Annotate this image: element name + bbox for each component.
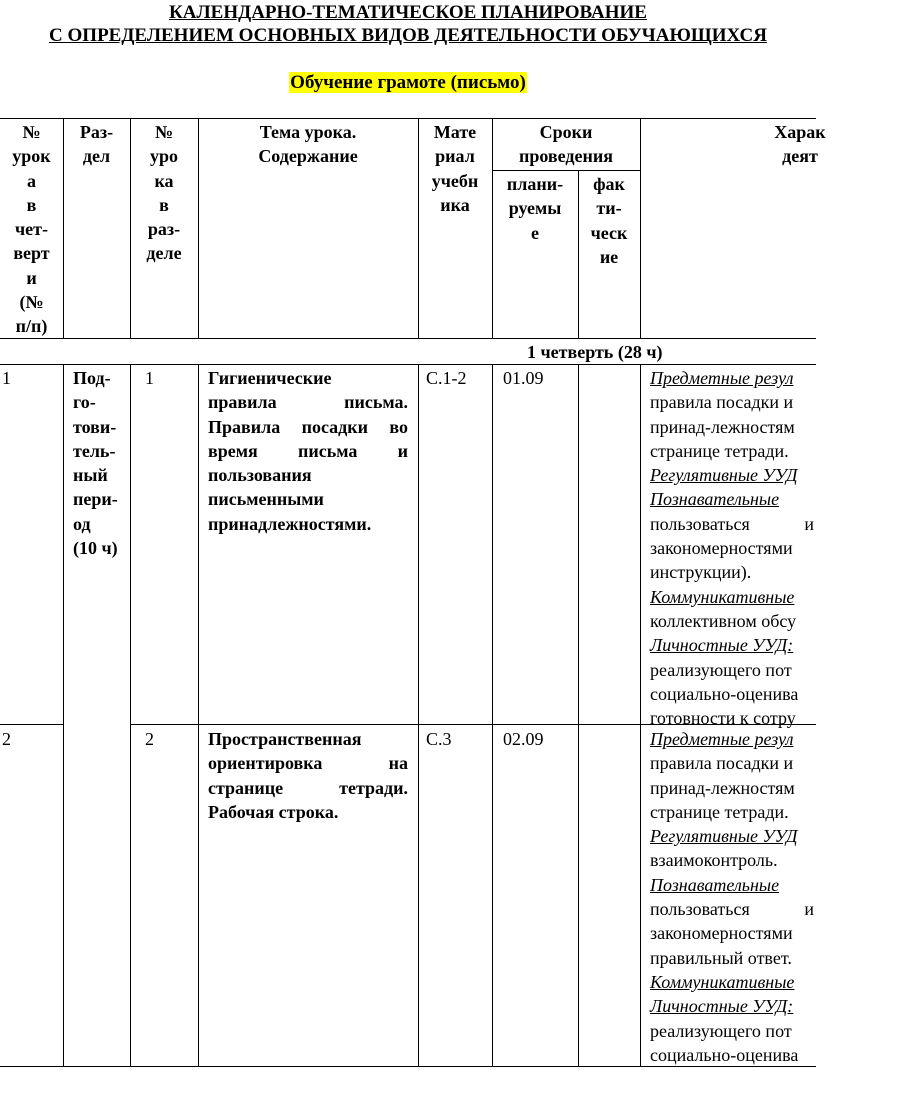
characteristic-word: и bbox=[804, 513, 814, 534]
characteristic-line: правила посадки и bbox=[650, 753, 794, 774]
cell-line: Гигиенические bbox=[208, 368, 332, 388]
characteristic-line: правильный ответ. bbox=[650, 947, 792, 968]
cell-line: е bbox=[531, 222, 539, 243]
characteristic-line: реализующего пот bbox=[650, 1020, 792, 1041]
characteristic-line bbox=[650, 512, 816, 536]
characteristic-line: социально-оценива bbox=[650, 683, 799, 704]
cell-line: Харак bbox=[774, 122, 826, 142]
table-border bbox=[0, 338, 816, 339]
cell-line: в bbox=[159, 194, 169, 215]
header-characteristic bbox=[700, 120, 900, 169]
characteristic-line bbox=[650, 897, 816, 921]
row2-planned-date: 02.09 bbox=[503, 729, 544, 749]
characteristic-line: правила посадки и bbox=[650, 392, 794, 413]
header-section bbox=[63, 120, 130, 169]
table-border bbox=[492, 364, 493, 1066]
row2-characteristic bbox=[650, 727, 816, 1067]
cell-line: принадлежностями. bbox=[208, 513, 372, 534]
characteristic-line: Предметные резул bbox=[650, 729, 794, 749]
header-topic bbox=[198, 120, 418, 169]
page-title-line2: С ОПРЕДЕЛЕНИЕМ ОСНОВНЫХ ВИДОВ ДЕЯТЕЛЬНОСТИ ОБУЧАЮЩИХСЯ bbox=[49, 25, 767, 46]
characteristic-line: странице тетради. bbox=[650, 801, 789, 822]
cell-line: дел bbox=[82, 146, 111, 167]
table-border bbox=[418, 364, 419, 1066]
section-name bbox=[73, 366, 129, 560]
cell-line: го- bbox=[73, 392, 96, 413]
characteristic-line: коллективном обсу bbox=[650, 610, 797, 631]
cell-line: Правила посадки во bbox=[208, 416, 408, 437]
characteristic-word: пользоваться bbox=[650, 513, 750, 534]
characteristic-line: закономерностями bbox=[650, 538, 793, 559]
characteristic-line: Личностные УУД: bbox=[650, 635, 794, 656]
cell-line: п/п) bbox=[15, 316, 48, 337]
characteristic-line: Предметные резул bbox=[650, 368, 794, 388]
cell-line: деят bbox=[782, 146, 818, 167]
page-title-line1: КАЛЕНДАРНО-ТЕМАТИЧЕСКОЕ ПЛАНИРОВАНИЕ bbox=[169, 2, 647, 23]
characteristic-line: Познавательные bbox=[650, 489, 780, 510]
table-border bbox=[492, 170, 640, 171]
cell-line: Сроки bbox=[539, 122, 593, 142]
cell-line: учебн bbox=[431, 170, 479, 191]
cell-line: ка bbox=[154, 170, 174, 191]
cell-line: ти- bbox=[596, 198, 622, 219]
cell-line: а bbox=[27, 170, 36, 191]
row2-topic bbox=[208, 727, 408, 824]
characteristic-line: принад-лежностям bbox=[650, 416, 795, 437]
subtitle-highlight: Обучение грамоте (письмо) bbox=[290, 72, 526, 93]
cell-line: чет- bbox=[15, 219, 48, 240]
cell-line: Раз- bbox=[79, 122, 114, 142]
header-actual bbox=[578, 172, 640, 269]
table-border bbox=[0, 118, 816, 119]
cell-line: время письма и bbox=[208, 440, 408, 461]
characteristic-line: Познавательные bbox=[650, 874, 780, 895]
cell-line: ие bbox=[599, 246, 619, 267]
cell-line: (10 ч) bbox=[73, 538, 118, 559]
cell-line: Мате bbox=[433, 122, 477, 142]
row1-number: 1 bbox=[2, 368, 11, 388]
characteristic-line: инструкции). bbox=[650, 562, 752, 583]
cell-line: ика bbox=[440, 194, 470, 215]
cell-line: пользования bbox=[208, 465, 312, 486]
cell-line: плани- bbox=[506, 174, 564, 194]
characteristic-word: и bbox=[804, 899, 814, 920]
characteristic-line: принад-лежностям bbox=[650, 777, 795, 798]
cell-line: од bbox=[73, 513, 91, 534]
quarter-label: 1 четверть (28 ч) bbox=[527, 342, 663, 362]
header-dates bbox=[492, 120, 640, 169]
cell-line: Под- bbox=[73, 368, 111, 388]
cell-line: Рабочая строка. bbox=[208, 801, 339, 822]
table-border bbox=[578, 364, 579, 1066]
cell-line: тови- bbox=[73, 416, 117, 437]
cell-line: риал bbox=[435, 146, 475, 167]
row1-number-in-section: 1 bbox=[145, 368, 154, 388]
row1-topic bbox=[208, 366, 408, 536]
row2-number-in-section: 2 bbox=[145, 729, 154, 749]
cell-line: деле bbox=[146, 243, 182, 264]
header-planned bbox=[492, 172, 578, 245]
cell-line: и bbox=[26, 267, 37, 288]
characteristic-line: Регулятивные УУД bbox=[650, 826, 798, 847]
cell-line: верт bbox=[13, 243, 50, 264]
cell-line: странице тетради. bbox=[208, 777, 408, 798]
row1-material: С.1-2 bbox=[426, 368, 467, 388]
row2-material: С.3 bbox=[426, 729, 452, 749]
row1-characteristic bbox=[650, 366, 816, 730]
characteristic-line: готовности к сотру bbox=[650, 708, 796, 729]
cell-line: Тема урока. bbox=[259, 122, 357, 142]
table-border bbox=[640, 118, 641, 338]
characteristic-word: пользоваться bbox=[650, 899, 750, 920]
cell-line: (№ bbox=[19, 292, 44, 313]
header-material bbox=[418, 120, 492, 217]
characteristic-line: Коммуникативные bbox=[650, 586, 795, 607]
cell-line: Содержание bbox=[258, 146, 358, 167]
characteristic-line: реализующего пот bbox=[650, 659, 792, 680]
table-border bbox=[0, 364, 816, 365]
cell-line: Пространственная bbox=[208, 729, 362, 749]
cell-line: раз- bbox=[147, 219, 181, 240]
cell-line: правила письма. bbox=[208, 392, 408, 413]
characteristic-line: Регулятивные УУД bbox=[650, 465, 798, 486]
cell-line: проведения bbox=[519, 146, 613, 167]
row2-number: 2 bbox=[2, 729, 11, 749]
row1-planned-date: 01.09 bbox=[503, 368, 544, 388]
characteristic-line: социально-оценива bbox=[650, 1044, 799, 1065]
table-border bbox=[63, 364, 64, 1066]
header-lesson-number bbox=[0, 120, 63, 339]
characteristic-line: странице тетради. bbox=[650, 440, 789, 461]
cell-line: письменными bbox=[208, 489, 324, 510]
header-lesson-in-section bbox=[130, 120, 198, 266]
cell-line: фак bbox=[593, 174, 625, 194]
cell-line: в bbox=[26, 194, 37, 215]
cell-line: руемы bbox=[508, 198, 562, 219]
table-border bbox=[0, 724, 63, 725]
characteristic-line: Коммуникативные bbox=[650, 971, 795, 992]
cell-line: тель- bbox=[73, 440, 116, 461]
characteristic-line: Личностные УУД: bbox=[650, 996, 794, 1017]
cell-line: ческ bbox=[590, 222, 628, 243]
cell-line: уро bbox=[149, 146, 178, 167]
characteristic-line: взаимоконтроль. bbox=[650, 850, 778, 871]
table-border bbox=[640, 364, 641, 1066]
cell-line: урок bbox=[12, 146, 51, 167]
table-border bbox=[198, 364, 199, 1066]
characteristic-line: закономерностями bbox=[650, 923, 793, 944]
cell-line: пери- bbox=[73, 489, 118, 510]
cell-line: ный bbox=[73, 465, 108, 486]
cell-line: № bbox=[22, 122, 41, 142]
table-border bbox=[130, 364, 131, 1066]
cell-line: № bbox=[154, 122, 174, 142]
cell-line: ориентировка на bbox=[208, 753, 408, 774]
